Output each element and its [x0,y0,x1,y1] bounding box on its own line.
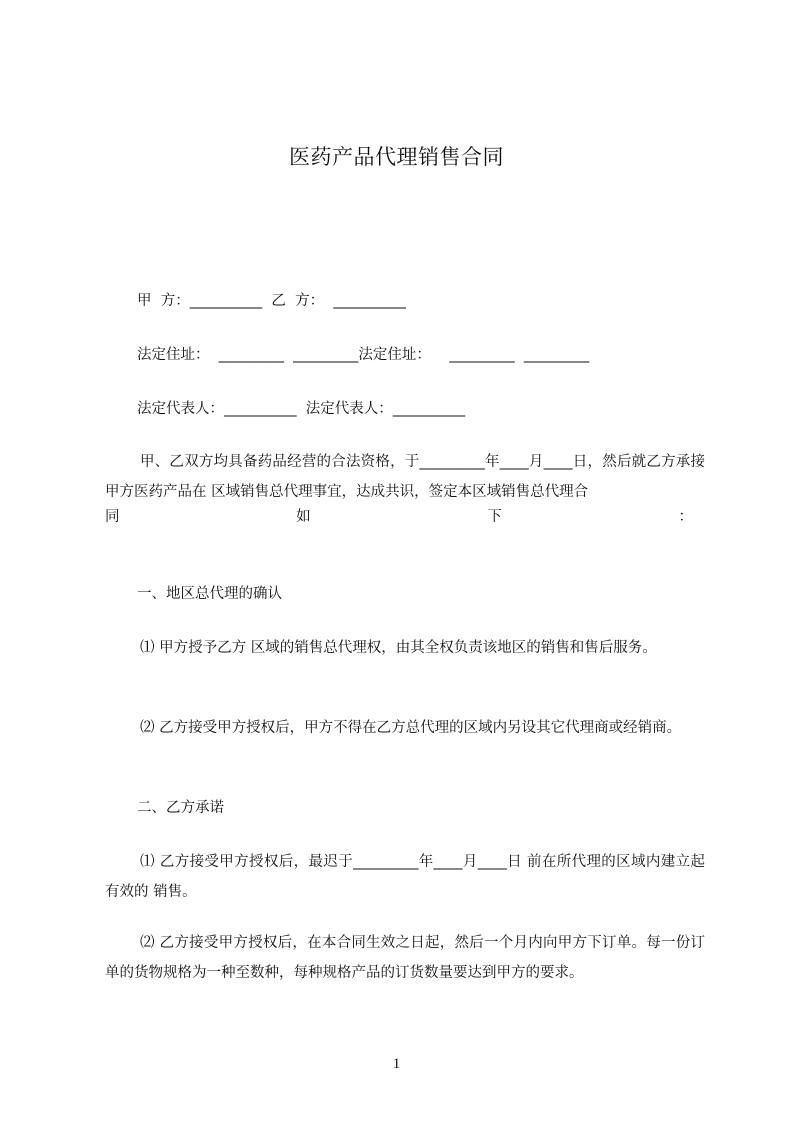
section-heading: 一、地区总代理的确认 [137,586,282,602]
intro-last-char: 同 [105,509,120,525]
clause-paragraph: ⑴ 甲方授予乙方 区域的销售总代理权，由其全权负责该地区的销售和售后服务。 [140,640,657,656]
intro-last-char: ： [678,509,693,525]
clause-paragraph: ⑵ 乙方接受甲方授权后，在本合同生效之日起，然后一个月内向甲方下订单。每一份订单的货物规格为一种至数种，每种规格产品的订货数量要达到甲方的要求。 [105,935,705,981]
clause-paragraph: ⑵ 乙方接受甲方授权后，甲方不得在乙方总代理的区域内另设其它代理商或经销商。 [140,720,682,736]
page-number: 1 [392,1056,401,1072]
intro-last-char: 如 [296,509,311,525]
party-names-line: 甲 方：__________ 乙 方： __________ [137,293,406,309]
intro-paragraph: 甲、乙双方均具备药品经营的合法资格，于_________年____月____日，然后就乙方承接甲方医药产品在 区域销售总代理事宜，达成共识，签定本区域销售总代理合 [105,454,705,500]
intro-last-char: 下 [487,509,502,525]
party-representative-line: 法定代表人：__________ 法定代表人：__________ [137,401,466,417]
party-address-line: 法定住址： _________ _________法定住址： _________ _________ [137,347,590,363]
document-title: 医药产品代理销售合同 [289,145,504,169]
section-heading: 二、乙方承诺 [137,800,224,816]
intro-last-line [105,505,693,526]
clause-paragraph: ⑴ 乙方接受甲方授权后，最迟于_________年____月____日 前在所代理的区域内建立起有效的 销售。 [105,854,705,900]
